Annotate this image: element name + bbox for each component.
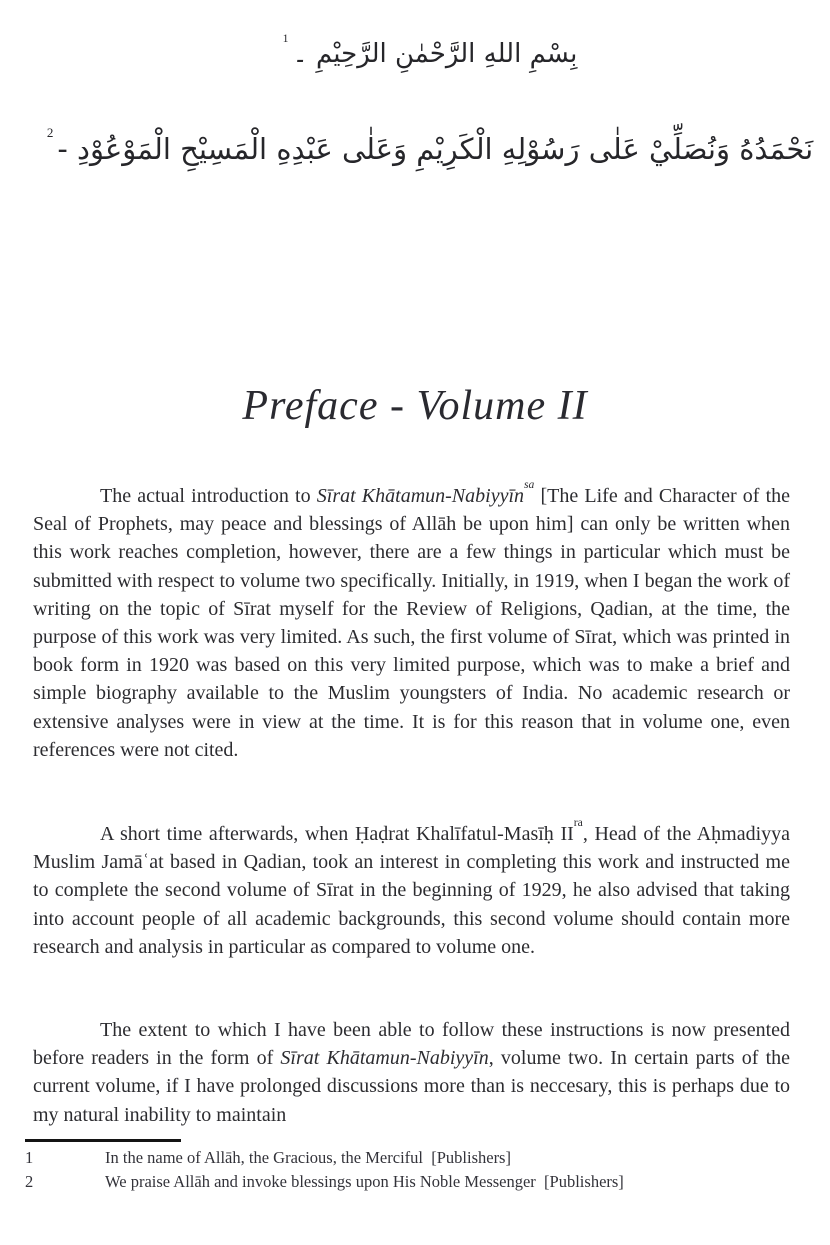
footnotes-list: [25, 1146, 795, 1194]
arabic-invocation-text: نَحْمَدُهُ وَنُصَلِّيْ عَلٰى رَسُوْلِهِ الْكَرِيْمِ وَعَلٰى عَبْدِهِ الْمَسِيْحِ الْمَوْعُوْدِ -: [57, 132, 814, 166]
text-segment: , volume two. In certain parts of the current volume, if I have prolonged discussions more than is neccesary, this is perhaps due to my natural inability to maintain: [33, 1047, 791, 1126]
text-segment: Sīrat Khātamun-Nabiyyīn: [280, 1047, 489, 1070]
footnote-number: 2: [25, 1172, 34, 1191]
footnote-item: [25, 1170, 795, 1194]
footnote-text: We praise Allāh and invoke blessings upon His Noble Messenger [Publishers]: [105, 1172, 624, 1191]
text-segment: The actual introduction to: [100, 485, 317, 507]
page-title: Preface - Volume II: [242, 383, 588, 429]
text-segment: , Head of the Aḥmadiyya Muslim Jamāʿat based in Qadian, took an interest in completing this work and instructed me to complete the second volume of Sīrat in the beginning of 1929, he also advised that taking into account people of all academic backgrounds, this second volume should contain more research and analysis in particular as compared to volume one.: [33, 823, 790, 958]
footnote-text: In the name of Allāh, the Gracious, the Merciful [Publishers]: [105, 1148, 511, 1167]
paragraph-3: [33, 1016, 790, 1129]
paragraph-1: [33, 477, 790, 764]
text-segment: Sīrat Khātamun-Nabiyyīn: [316, 485, 525, 507]
footnote-item: [25, 1146, 795, 1170]
footnote-number: 1: [25, 1148, 34, 1167]
bismillah-line: [0, 31, 830, 76]
paragraph-2: [33, 815, 790, 961]
arabic-invocation-line: [0, 126, 830, 172]
text-segment: [The Life and Character of the Seal of Prophets, may peace and blessings of Allāh be upon him] can only be written when this work reaches completion, however, there are a few things in particular which must be submitted with respect to volume two specifically. Initially, in 1919, when I began the work of writing on the topic of Sīrat myself for the Review of Religions, Qadian, at the time, the purpose of this work was very limited. As such, the first volume of Sīrat, which was printed in book form in 1920 was based on this very limited purpose, which was to make a brief and simple biography available to the Muslim youngsters of India. No academic research or extensive analyses were in view at the time. It is for this reason that in volume one, even references were not cited.: [33, 485, 790, 761]
text-segment: A short time afterwards, when Ḥaḍrat Khalīfatul-Masīḥ II: [100, 823, 574, 845]
footnote-separator-rule: [25, 1139, 181, 1142]
text-segment: sa: [524, 477, 535, 491]
footnote-ref-1: 1: [282, 31, 289, 45]
text-segment: ra: [573, 815, 583, 829]
footnote-ref-2: 2: [46, 124, 54, 140]
text-segment: The extent to which I have been able to follow these instructions is now presented before readers in the form of: [33, 1019, 790, 1070]
bismillah-text: بِسْمِ اللهِ الرَّحْمٰنِ الرَّحِيْمِ ۔: [292, 39, 578, 69]
